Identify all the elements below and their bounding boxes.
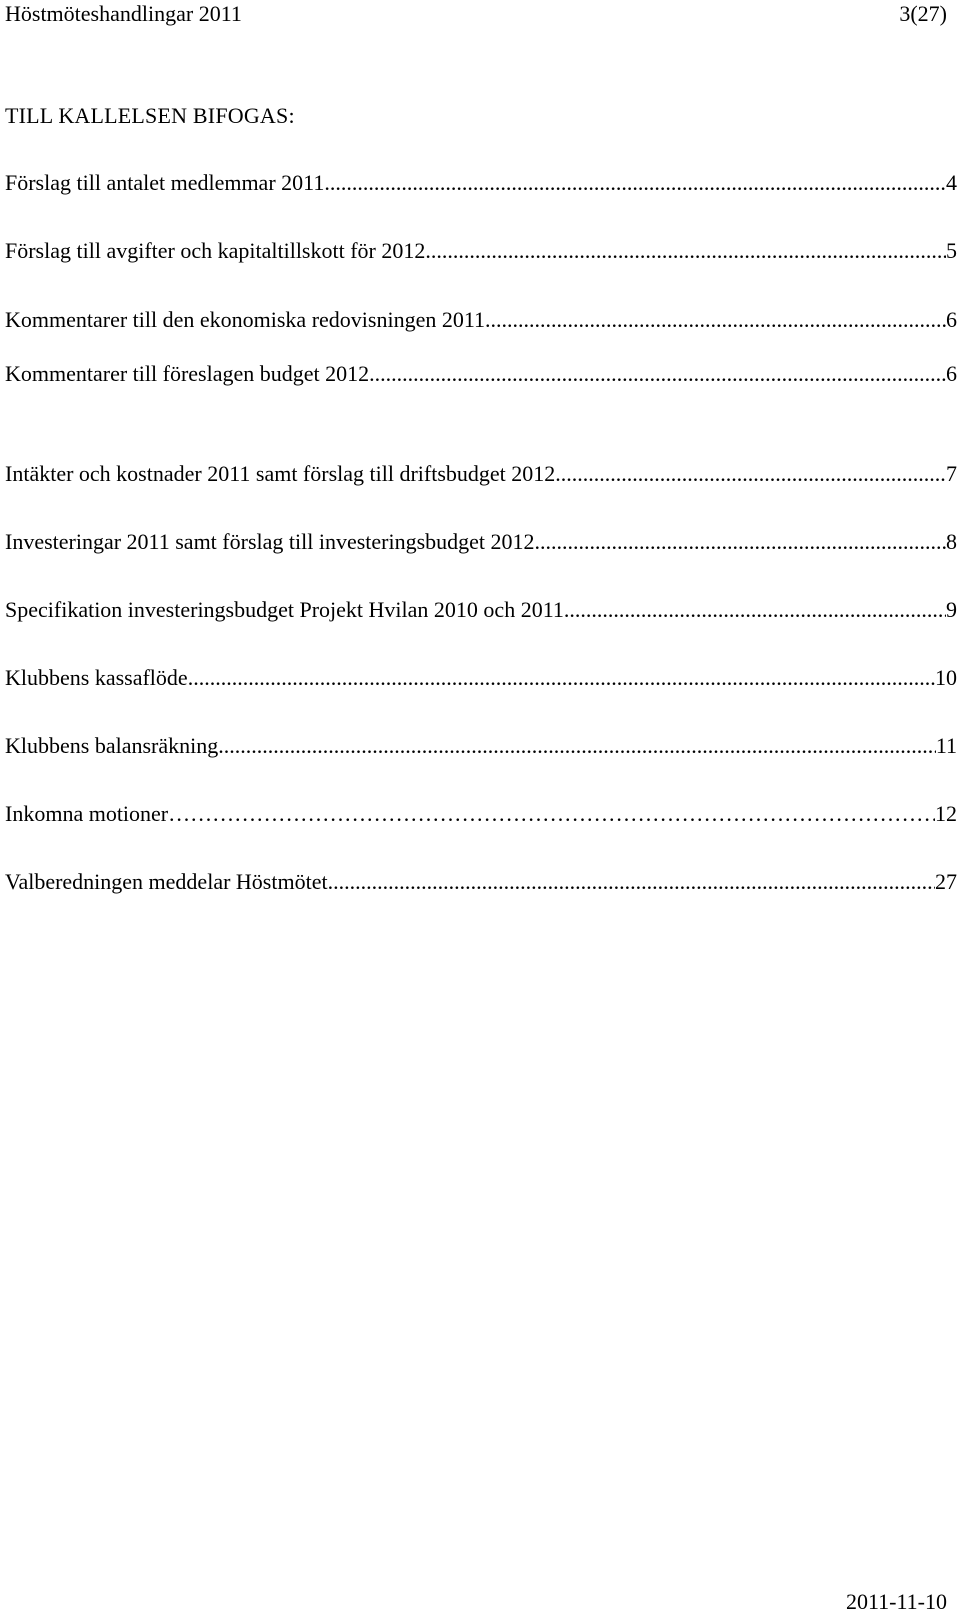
toc-entry-label: Intäkter och kostnader 2011 samt förslag till driftsbudget 2012 xyxy=(5,461,556,486)
toc-entry-label: Kommentarer till föreslagen budget 2012 xyxy=(5,361,370,386)
toc-entry-page: 27 xyxy=(935,869,957,894)
toc-entry-page: 5 xyxy=(946,238,957,263)
toc-ellipsis-leader xyxy=(168,799,935,829)
page-number: 3(27) xyxy=(899,1,947,26)
toc-entry xyxy=(5,595,957,625)
toc-entry-label: Inkomna motioner xyxy=(5,801,169,826)
toc-dot-leader xyxy=(425,236,946,266)
toc-entry-page: 9 xyxy=(946,597,957,622)
toc-dot-leader xyxy=(324,168,946,198)
toc-entry xyxy=(5,359,957,389)
toc-dot-leader xyxy=(485,305,946,335)
toc-entry-page: 10 xyxy=(935,665,957,690)
toc-dot-leader xyxy=(564,595,946,625)
toc-entry-page: 8 xyxy=(946,529,957,554)
toc-dot-leader xyxy=(188,663,935,693)
toc-entry-label: Förslag till antalet medlemmar 2011 xyxy=(5,170,325,195)
toc-entry xyxy=(5,236,957,266)
toc-dot-leader xyxy=(369,359,946,389)
toc-entry-label: Valberedningen meddelar Höstmötet xyxy=(5,869,328,894)
toc-entry xyxy=(5,168,957,198)
toc-entry-page: 4 xyxy=(946,170,957,195)
toc-entry-label: Kommentarer till den ekonomiska redovisningen 2011 xyxy=(5,307,486,332)
toc-entry-page: 11 xyxy=(935,733,957,758)
toc-dot-leader xyxy=(218,731,936,761)
toc-entry xyxy=(5,527,957,557)
toc-dot-leader xyxy=(535,527,946,557)
toc-dot-leader xyxy=(328,867,935,897)
toc-entry-label: Investeringar 2011 samt förslag till investeringsbudget 2012 xyxy=(5,529,535,554)
toc-entry-label: Förslag till avgifter och kapitaltillskott för 2012 xyxy=(5,238,426,263)
toc-entry-page: 7 xyxy=(946,461,957,486)
toc-entry xyxy=(5,799,957,829)
toc-entry-page: 6 xyxy=(946,361,957,386)
toc-entry-label: Klubbens kassaflöde xyxy=(5,665,188,690)
toc-entry-label: Specifikation investeringsbudget Projekt Hvilan 2010 och 2011 xyxy=(5,597,564,622)
toc-entry-label: Klubbens balansräkning xyxy=(5,733,219,758)
toc-dot-leader xyxy=(555,459,946,489)
section-heading: TILL KALLELSEN BIFOGAS: xyxy=(5,103,295,128)
toc-entry xyxy=(5,867,957,897)
footer-date: 2011-11-10 xyxy=(845,1589,947,1614)
toc-entry xyxy=(5,663,957,693)
toc-entry-page: 6 xyxy=(946,307,957,332)
toc-entry xyxy=(5,459,957,489)
toc-entry-page: 12 xyxy=(935,801,957,826)
document-header-title: Höstmöteshandlingar 2011 xyxy=(5,1,242,26)
toc-entry xyxy=(5,731,957,761)
toc-entry xyxy=(5,305,957,335)
